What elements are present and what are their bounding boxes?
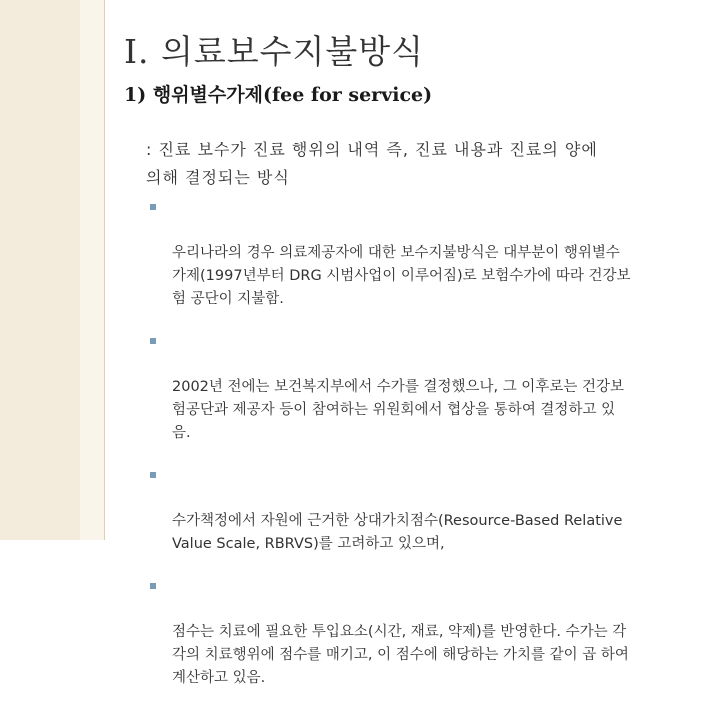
subtitle-korean: 행위별수가제 (152, 84, 263, 106)
bullet-item (146, 464, 706, 556)
slide-title (124, 26, 424, 73)
square-bullet-icon (150, 338, 156, 344)
bullet-item (146, 196, 706, 311)
left-decorative-band (0, 0, 80, 540)
title-section-number: Ⅰ. (124, 32, 150, 71)
bullet-text: 점수는 치료에 필요한 투입요소(시간, 재료, 약제)를 반영한다. 수가는 각 각의 치료행위에 점수를 매기고, 이 점수에 해당하는 가치를 같이 곱 하여 계산하고 있음. (172, 624, 629, 686)
title-text: 의료보수지불방식 (161, 32, 425, 71)
slide-subtitle (124, 80, 432, 107)
square-bullet-icon (150, 472, 156, 478)
square-bullet-icon (150, 583, 156, 589)
definition-text: : 진료 보수가 진료 행위의 내역 즉, 진료 내용과 진료의 양에 의해 결정되는 방식 (146, 140, 598, 187)
bullet-text: 우리나라의 경우 의료제공자에 대한 보수지불방식은 대부분이 행위별수 가제(1997년부터 DRG 시범사업이 이루어짐)로 보험수가에 따라 건강보 험 공단이 지불함. (172, 245, 631, 307)
bullet-list (146, 196, 706, 709)
bullet-text: 2002년 전에는 보건복지부에서 수가를 결정했으나, 그 이후로는 건강보 험공단과 제공자 등이 참여하는 위원회에서 협상을 통하여 결정하고 있 음. (172, 379, 624, 441)
subtitle-number: 1) (124, 84, 147, 106)
square-bullet-icon (150, 204, 156, 210)
bullet-text: 수가책정에서 자원에 근거한 상대가치점수(Resource-Based Relative Value Scale, RBRVS)를 고려하고 있으며, (172, 513, 623, 552)
bullet-item (146, 330, 706, 445)
subtitle-english: (fee for service) (262, 84, 433, 106)
left-inner-band (80, 0, 106, 540)
bullet-item (146, 575, 706, 690)
